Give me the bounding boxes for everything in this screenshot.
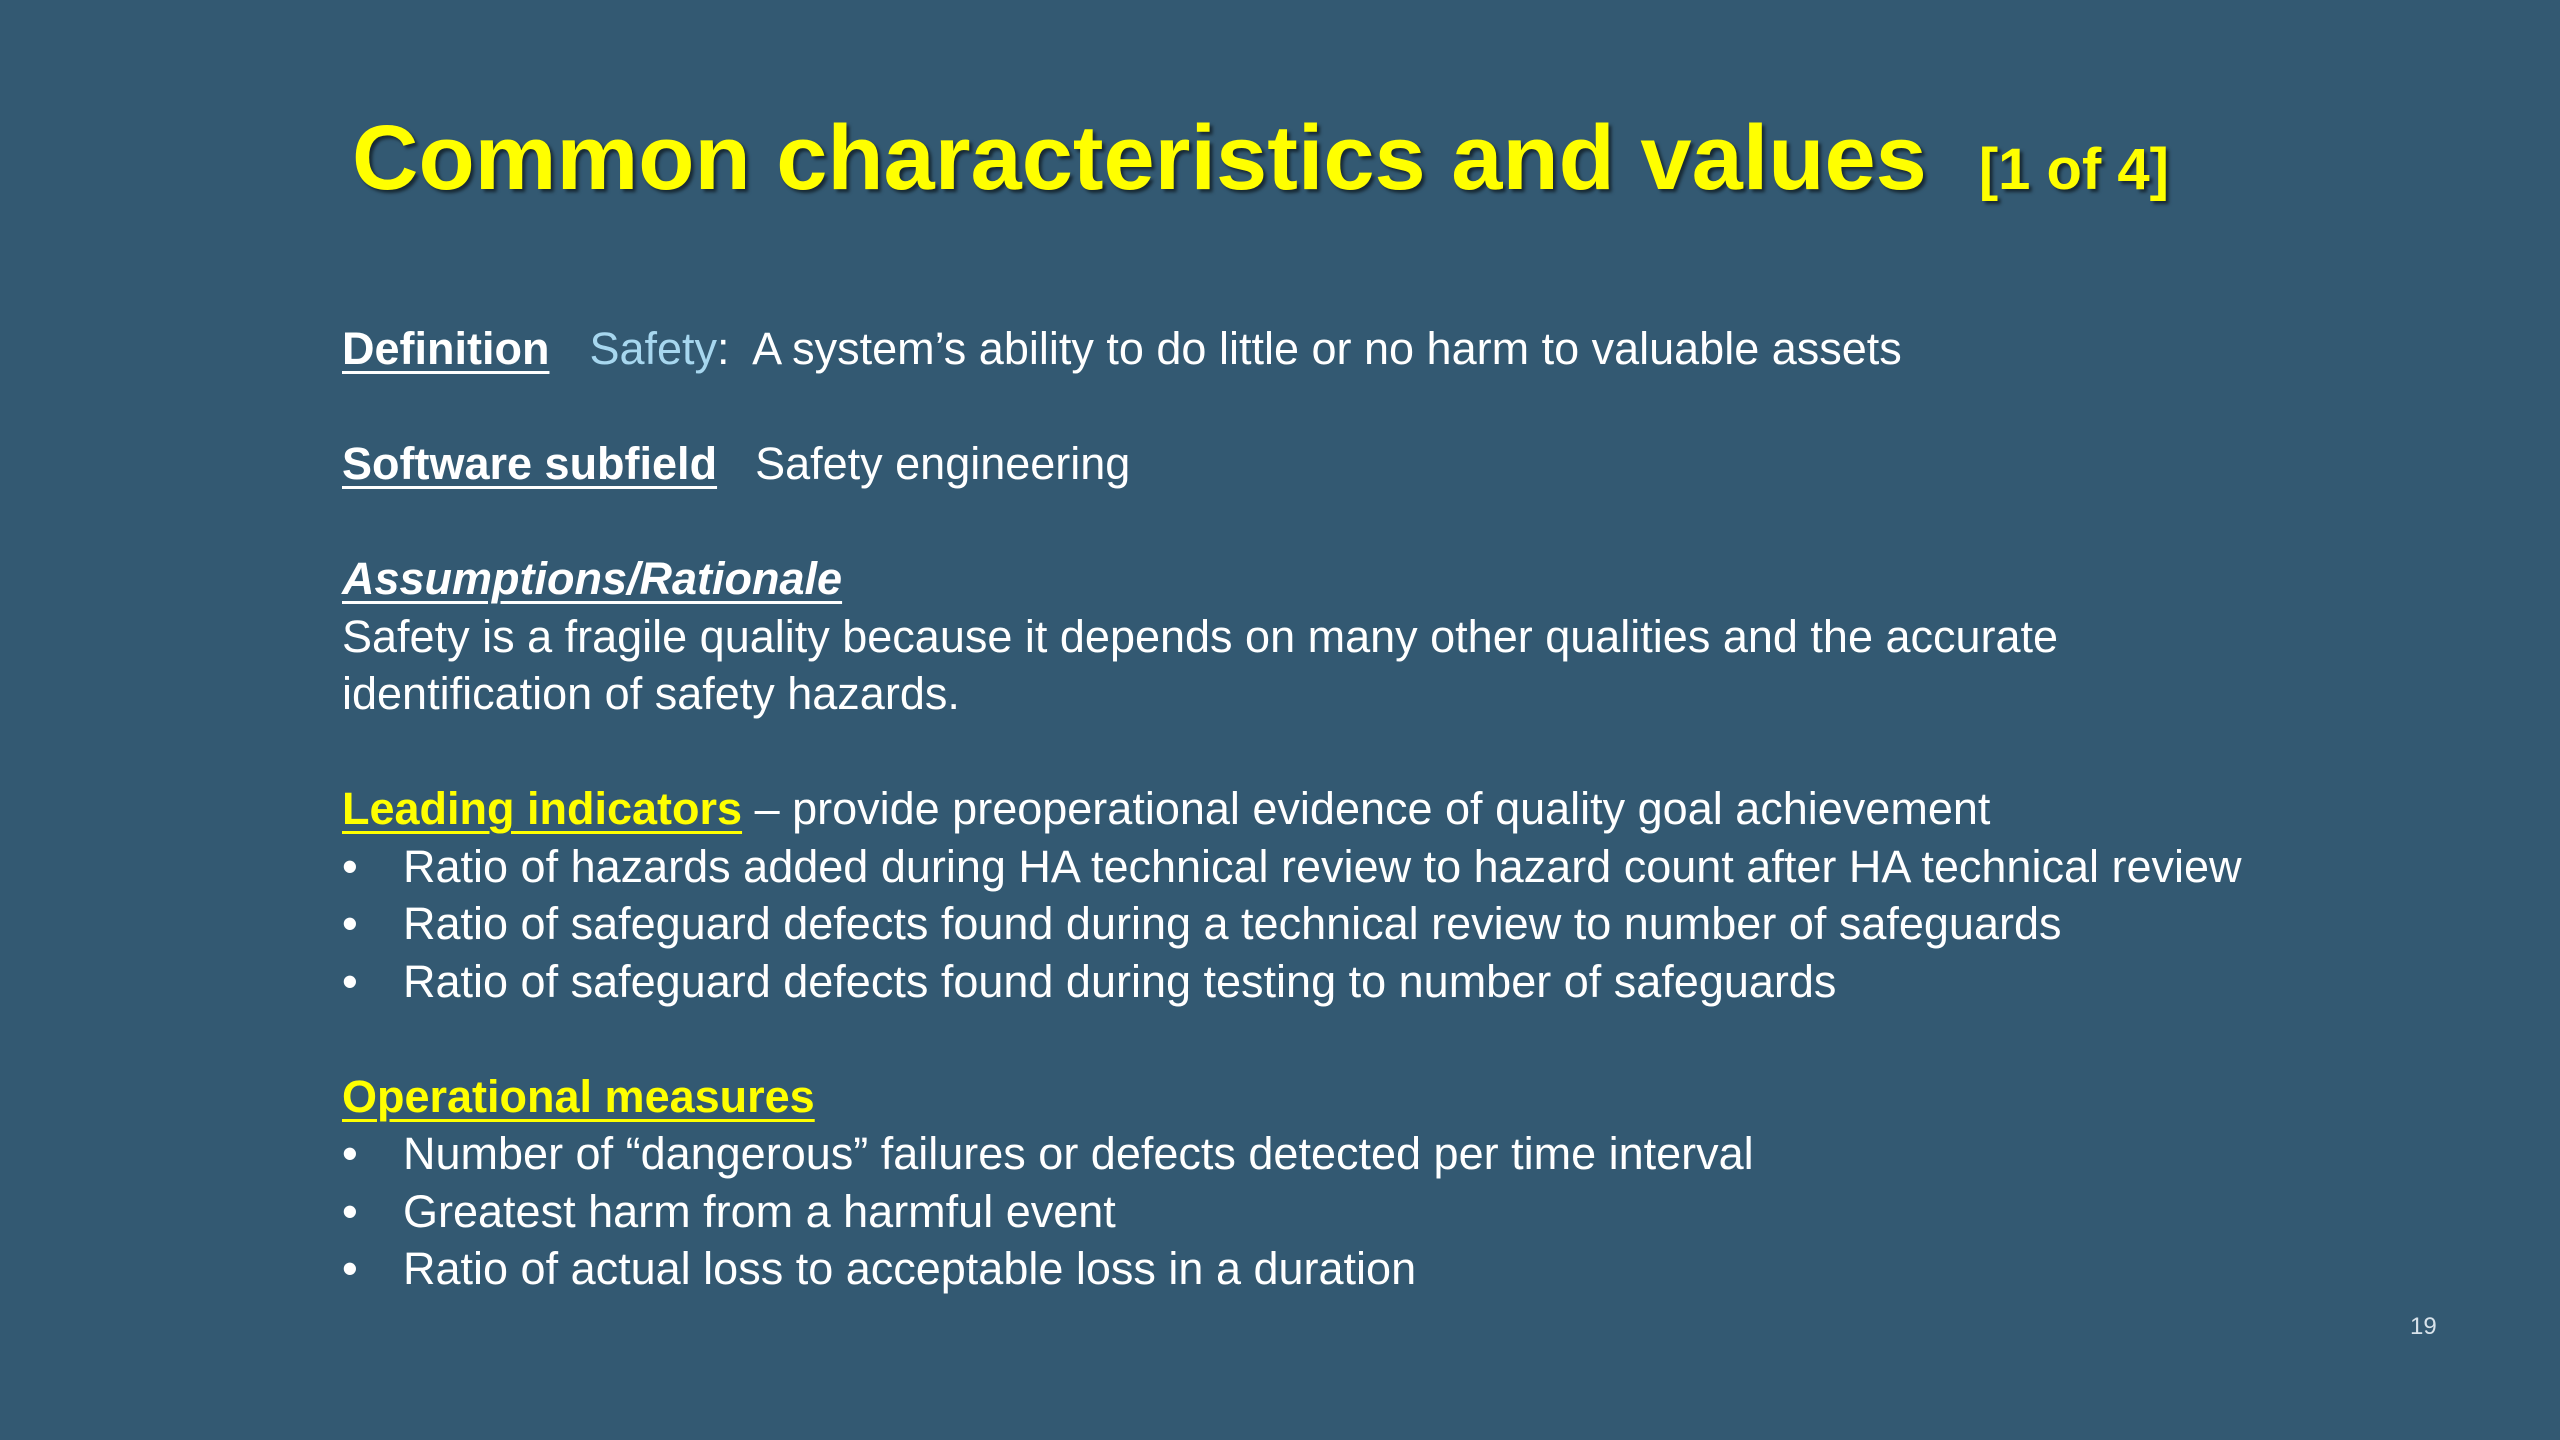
bullet-icon: • bbox=[342, 955, 358, 1007]
definition-text: : A system’s ability to do little or no harm to valuable assets bbox=[717, 323, 1902, 374]
slide-title-main: Common characteristics and values bbox=[352, 107, 1927, 209]
bullet-icon: • bbox=[342, 1128, 358, 1179]
bullet-icon: • bbox=[342, 1243, 358, 1294]
leading-indicator-text: Ratio of hazards added during HA technical review to hazard count after HA technical review bbox=[403, 840, 2242, 892]
bullet-icon: • bbox=[342, 1185, 358, 1237]
assumptions-heading: Assumptions/Rationale bbox=[342, 553, 843, 604]
operational-measure-item bbox=[342, 1125, 2502, 1183]
definition-line bbox=[342, 320, 2502, 378]
leading-indicators-line bbox=[342, 780, 2502, 838]
definition-heading: Definition bbox=[342, 323, 550, 374]
operational-measures-line bbox=[342, 1068, 2502, 1126]
bullet-icon: • bbox=[342, 898, 358, 949]
leading-indicator-text: Ratio of safeguard defects found during testing to number of safeguards bbox=[403, 955, 1837, 1007]
leading-indicators-heading: Leading indicators bbox=[342, 783, 743, 834]
spacer bbox=[342, 378, 2502, 436]
slide-title-counter: [1 of 4] bbox=[1978, 137, 2169, 202]
page-number: 19 bbox=[2410, 1313, 2437, 1340]
leading-indicator-item bbox=[342, 895, 2502, 953]
leading-indicators-text: – provide preoperational evidence of quality goal achievement bbox=[742, 783, 1991, 834]
assumptions-text-line: Safety is a fragile quality because it depends on many other qualities and the accurate bbox=[342, 610, 2059, 662]
leading-indicator-text: Ratio of safeguard defects found during a technical review to number of safeguards bbox=[403, 898, 2062, 949]
assumptions-heading-line bbox=[342, 550, 2502, 608]
spacer bbox=[342, 1010, 2502, 1068]
leading-indicator-item bbox=[342, 838, 2502, 896]
subfield-line bbox=[342, 435, 2502, 493]
leading-indicator-item bbox=[342, 953, 2502, 1011]
operational-measure-item bbox=[342, 1183, 2502, 1241]
spacer bbox=[342, 493, 2502, 551]
slide-body bbox=[342, 320, 2502, 1298]
subfield-heading: Software subfield bbox=[342, 438, 718, 489]
assumptions-text-line: identification of safety hazards. bbox=[342, 668, 960, 719]
slide-title bbox=[352, 107, 2169, 209]
definition-term: Safety bbox=[589, 323, 718, 374]
operational-measure-text: Greatest harm from a harmful event bbox=[403, 1185, 1116, 1237]
spacer bbox=[342, 723, 2502, 781]
bullet-icon: • bbox=[342, 840, 358, 892]
operational-measure-text: Ratio of actual loss to acceptable loss in a duration bbox=[403, 1243, 1417, 1294]
operational-measure-item bbox=[342, 1240, 2502, 1298]
operational-measures-heading: Operational measures bbox=[342, 1070, 815, 1122]
operational-measure-text: Number of “dangerous” failures or defects detected per time interval bbox=[403, 1128, 1754, 1179]
subfield-text: Safety engineering bbox=[755, 438, 1131, 489]
